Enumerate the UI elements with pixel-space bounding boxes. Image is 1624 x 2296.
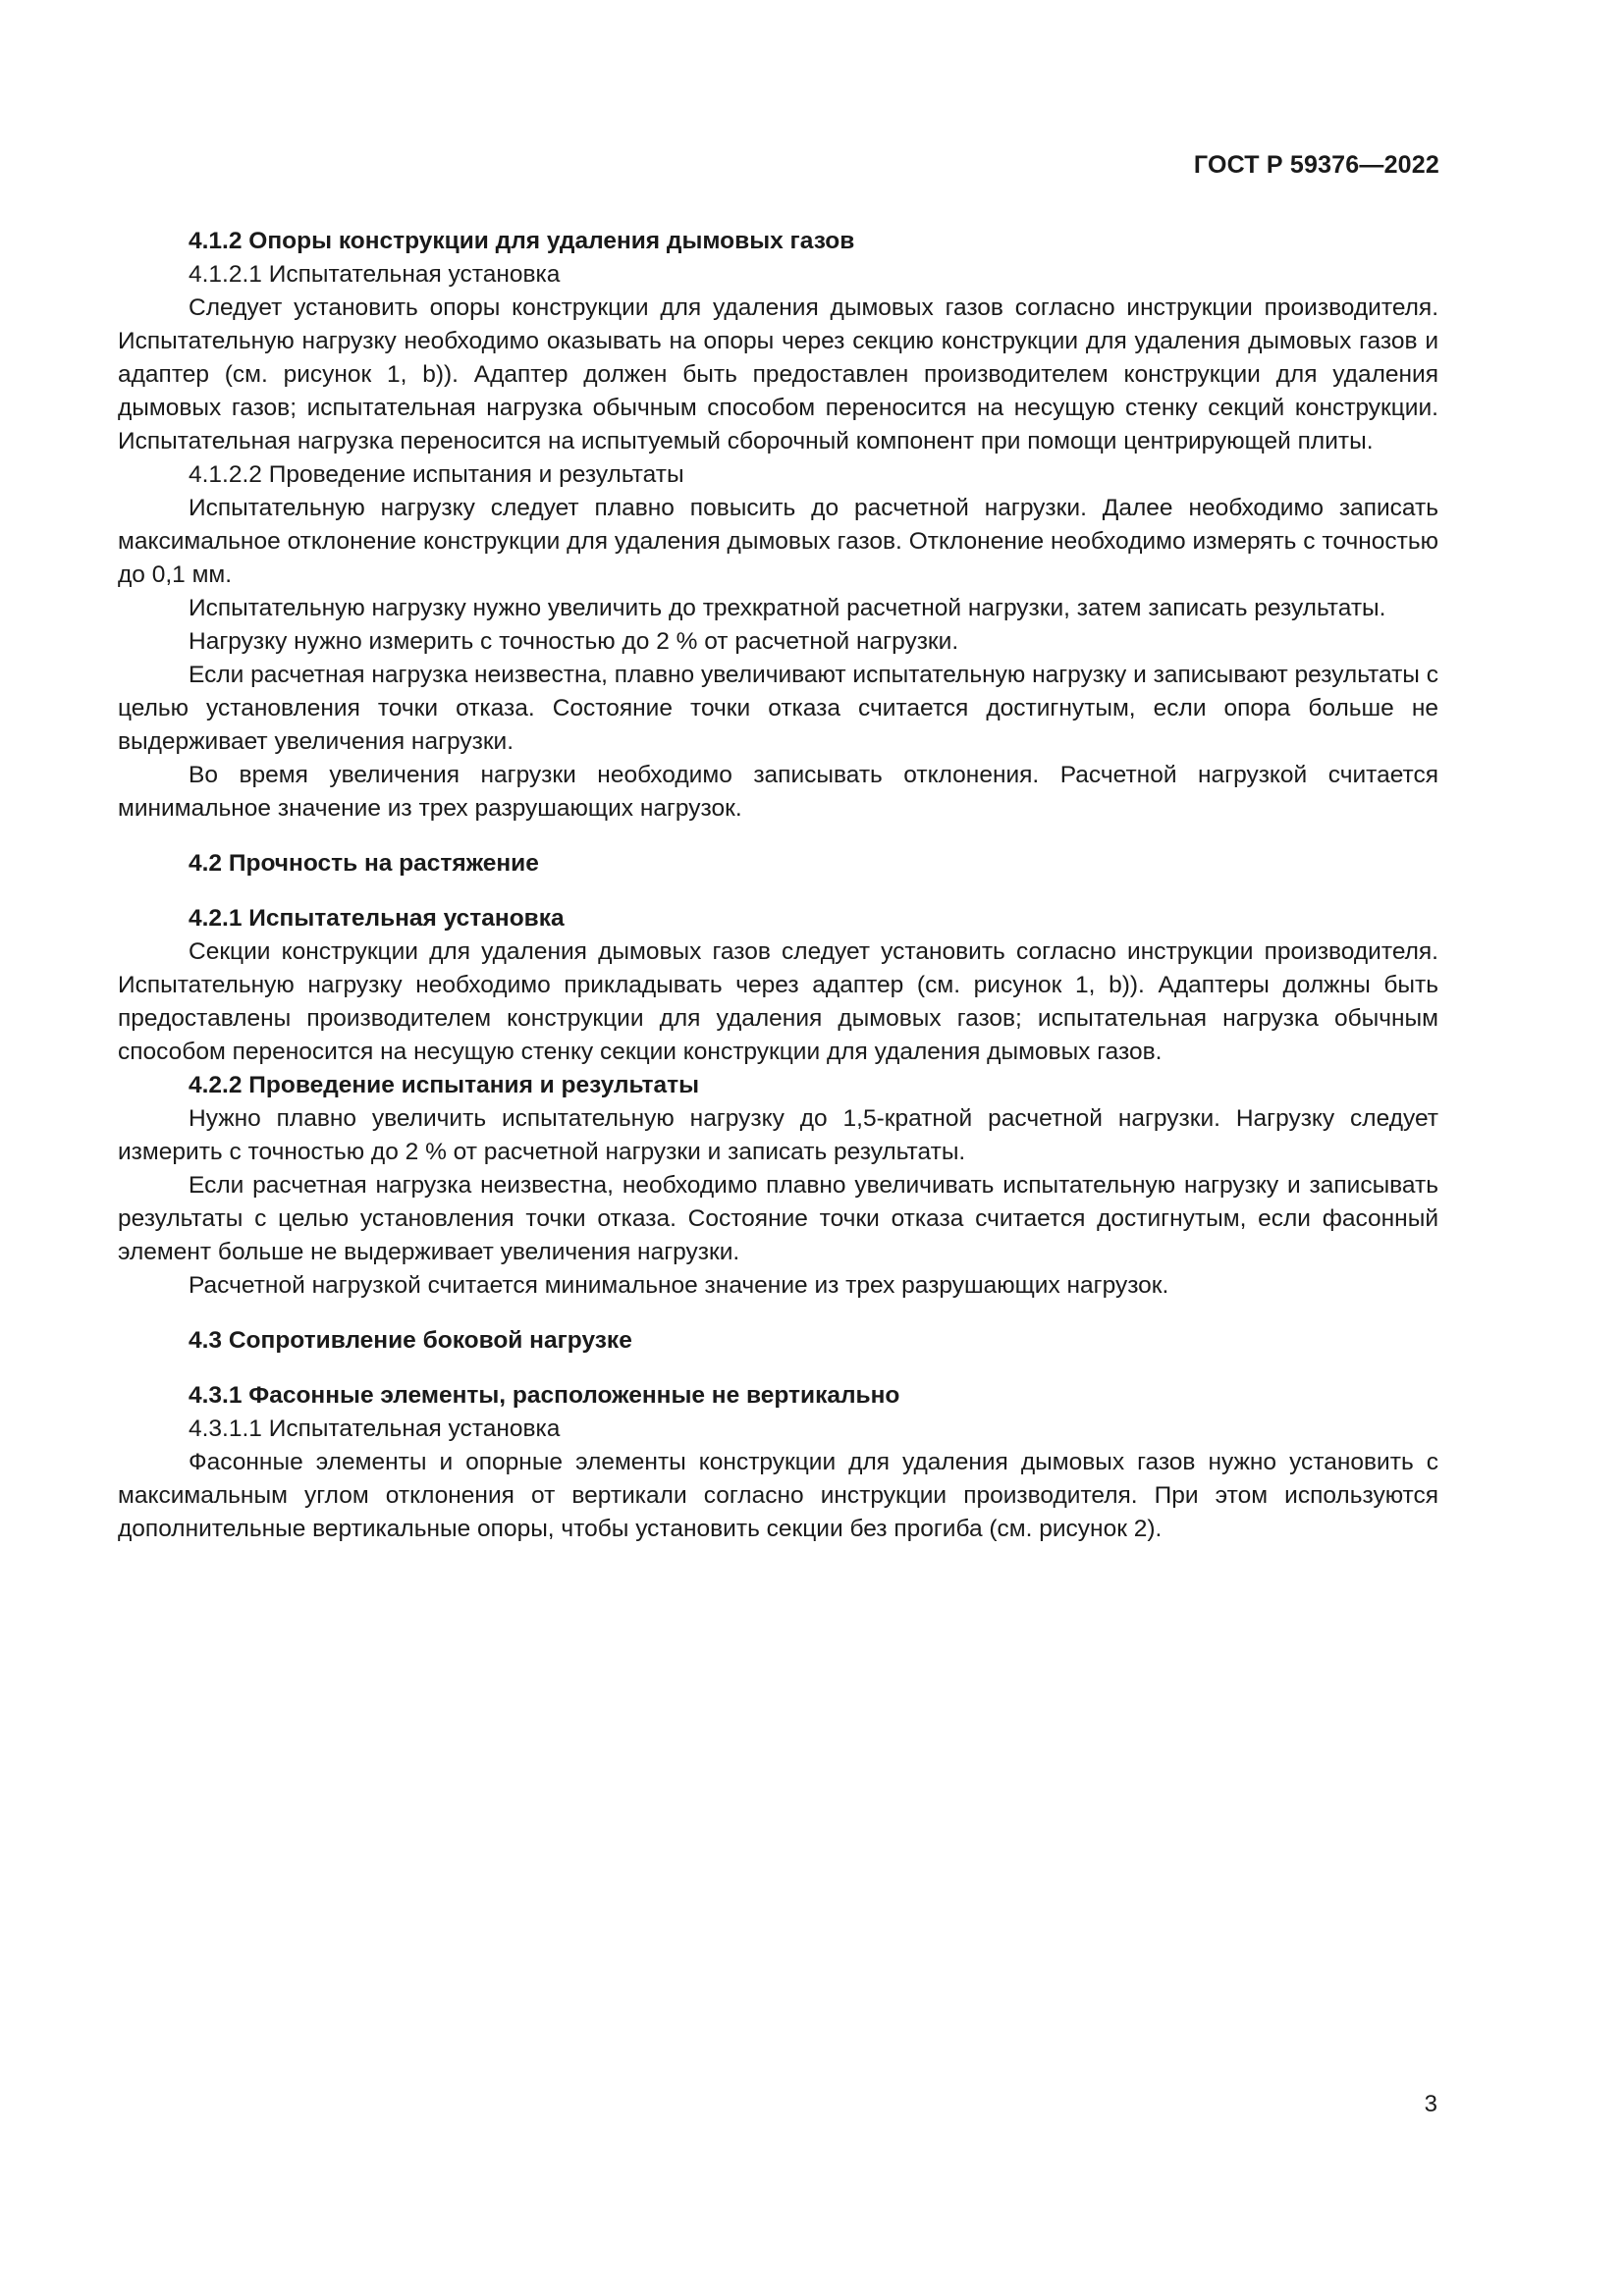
subsection-heading-4-1-2-1: 4.1.2.1 Испытательная установка — [189, 261, 561, 288]
paragraph: Секции конструкции для удаления дымовых газов следует установить согласно инструкции производителя. Испытательную нагрузку необходимо прикладывать через адаптер (см. рисунок 1, b)). Адаптеры должны быть предоставлены производителем конструкции для удаления дымовых газов; испытательная нагрузка обычным способом переносится на несущую стенку секции конструкции для удаления дымовых газов. — [118, 938, 1438, 1065]
paragraph: Нагрузку нужно измерить с точностью до 2 % от расчетной нагрузки. — [189, 628, 959, 655]
section-heading-4-3: 4.3 Сопротивление боковой нагрузке — [189, 1327, 632, 1354]
paragraph: Испытательную нагрузку нужно увеличить до трехкратной расчетной нагрузки, затем записать результаты. — [189, 595, 1386, 621]
subsection-heading-4-1-2-2: 4.1.2.2 Проведение испытания и результаты — [189, 461, 684, 488]
page-number: 3 — [1424, 2091, 1437, 2117]
paragraph: Нужно плавно увеличить испытательную нагрузку до 1,5-кратной расчетной нагрузки. Нагрузку следует измерить с точностью до 2 % от расчетной нагрузки и записать результаты. — [118, 1105, 1438, 1165]
paragraph: Испытательную нагрузку следует плавно повысить до расчетной нагрузки. Далее необходимо записать максимальное отклонение конструкции для удаления дымовых газов. Отклонение необходимо измерять с точностью до 0,1 мм. — [118, 495, 1438, 588]
paragraph: Если расчетная нагрузка неизвестна, плавно увеличивают испытательную нагрузку и записывают результаты с целью установления точки отказа. Состояние точки отказа считается достигнутым, если опора больше не выдерживает увеличения нагрузки. — [118, 662, 1438, 755]
paragraph: Если расчетная нагрузка неизвестна, необходимо плавно увеличивать испытательную нагрузку и записывать результаты с целью установления точки отказа. Состояние точки отказа считается достигнутым, если фасонный элемент больше не выдерживает увеличения нагрузки. — [118, 1172, 1438, 1265]
section-heading-4-2-2: 4.2.2 Проведение испытания и результаты — [189, 1072, 700, 1098]
section-heading-4-2-1: 4.2.1 Испытательная установка — [189, 905, 565, 932]
paragraph: Следует установить опоры конструкции для удаления дымовых газов согласно инструкции производителя. Испытательную нагрузку необходимо оказывать на опоры через секцию конструкции для удаления дымовых газов и адаптер (см. рисунок 1, b)). Адаптер должен быть предоставлен производителем конструкции для удаления дымовых газов; испытательная нагрузка обычным способом переносится на несущую стенку секций конструкции. Испытательная нагрузка переносится на испытуемый сборочный компонент при помощи центрирующей плиты. — [118, 294, 1438, 454]
section-heading-4-3-1: 4.3.1 Фасонные элементы, расположенные не вертикально — [189, 1382, 900, 1409]
section-heading-4-1-2: 4.1.2 Опоры конструкции для удаления дымовых газов — [189, 228, 855, 254]
paragraph: Расчетной нагрузкой считается минимальное значение из трех разрушающих нагрузок. — [189, 1272, 1169, 1299]
paragraph: Фасонные элементы и опорные элементы конструкции для удаления дымовых газов нужно установить с максимальным углом отклонения от вертикали согласно инструкции производителя. При этом используются дополнительные вертикальные опоры, чтобы установить секции без прогиба (см. рисунок 2). — [118, 1449, 1438, 1542]
subsection-heading-4-3-1-1: 4.3.1.1 Испытательная установка — [189, 1415, 561, 1442]
section-heading-4-2: 4.2 Прочность на растяжение — [189, 850, 539, 877]
paragraph: Во время увеличения нагрузки необходимо записывать отклонения. Расчетной нагрузкой считается минимальное значение из трех разрушающих нагрузок. — [118, 762, 1438, 822]
document-body — [118, 225, 1438, 1546]
document-header: ГОСТ Р 59376—2022 — [1193, 151, 1439, 179]
